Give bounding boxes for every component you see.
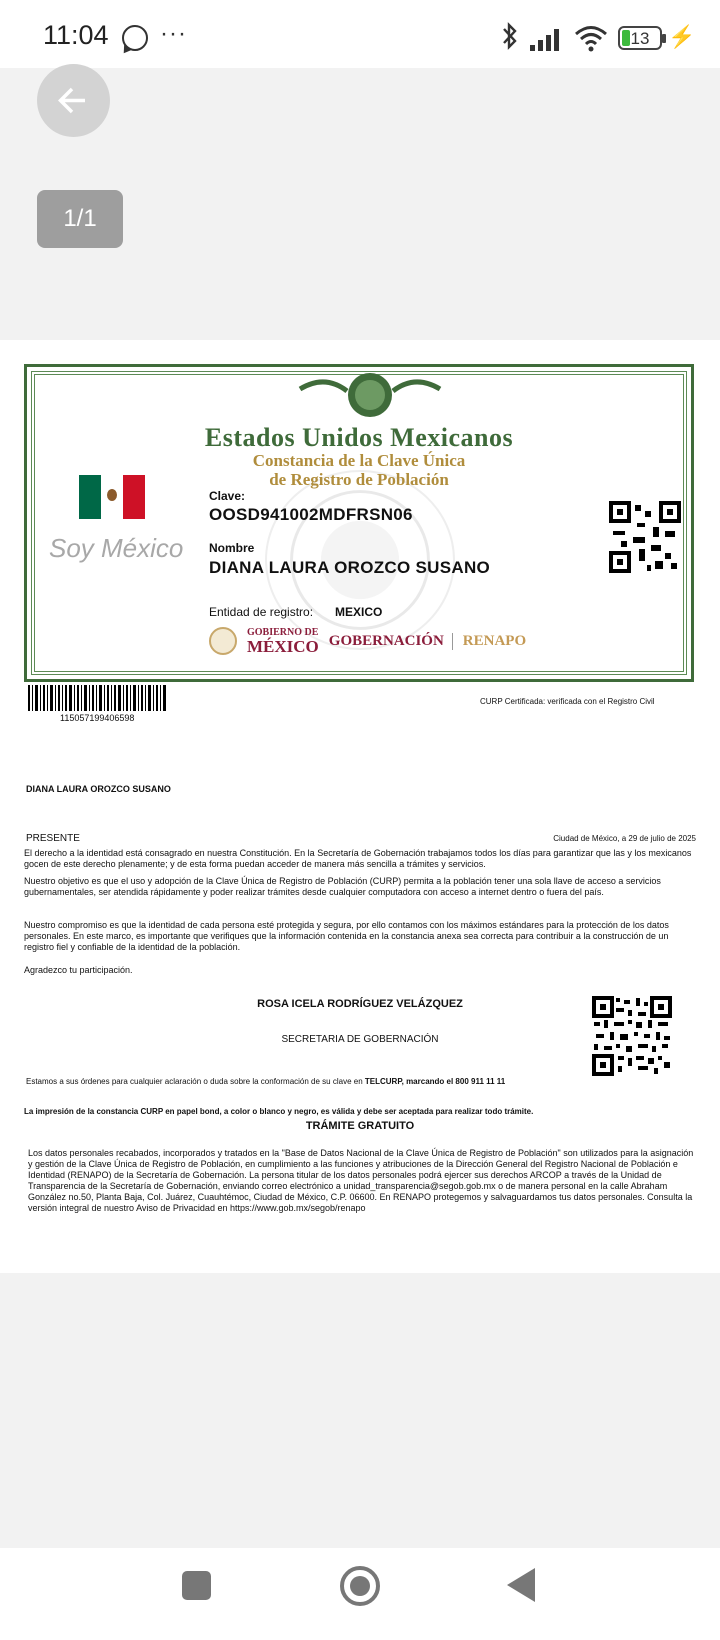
national-emblem-icon bbox=[295, 369, 445, 429]
system-back-button[interactable] bbox=[507, 1568, 535, 1602]
privacy-notice: Los datos personales recabados, incorporados y tratados en la "Base de Datos Nacional de la Clave Única de Registro de Población" son utilizados para la asignación y gestión de la Clave Única de Registro de Población, en cumplimiento a las funciones y atribuciones de la Dirección General del Registro Nacional de Población e Identidad (RENAPO) de la Secretaría de Gobernación. La persona titular de los datos personales podrá ejercer sus derechos ARCOP a través de la Unidad de Transparencia de la Secretaría de Gobernación, enviando correo electrónico a unidad_transparencia@segob.gob.mx o de manera personal en la calle Abraham González no.50, Planta Baja, Col. Juárez, Cuauhtémoc, Ciudad de México, C.P. 06600. En RENAPO protegemos y salvaguardamos tus datos personales. Consulta la versión integral de nuestro Aviso de Privacidad en https://www.gob.mx/segob/renapo bbox=[28, 1148, 694, 1213]
curp-certificada-note: CURP Certificada: verificada con el Registro Civil bbox=[480, 697, 655, 706]
contact-line bbox=[26, 1076, 505, 1087]
bluetooth-icon bbox=[500, 22, 520, 57]
certificate-subtitle-1: Constancia de la Clave Única bbox=[252, 451, 466, 470]
letter-recipient: DIANA LAURA OROZCO SUSANO bbox=[26, 784, 171, 794]
signal-icon bbox=[530, 27, 564, 51]
charging-icon: ⚡ bbox=[668, 24, 696, 49]
gobierno-de-mexico-logo: GOBIERNO DE MÉXICO bbox=[247, 626, 319, 656]
wifi-icon bbox=[574, 24, 608, 52]
document-page bbox=[0, 340, 720, 1273]
government-seal-icon bbox=[209, 627, 237, 655]
entidad-value: MEXICO bbox=[335, 605, 383, 619]
tramite-gratuito: TRÁMITE GRATUITO bbox=[305, 1120, 415, 1132]
gobernacion-logo: GOBERNACIÓN bbox=[329, 633, 453, 650]
letter-presente: PRESENTE bbox=[26, 833, 80, 844]
system-navigation-bar bbox=[0, 1548, 720, 1640]
recent-apps-button[interactable] bbox=[182, 1571, 211, 1600]
certificate-subtitle-2: de Registro de Población bbox=[269, 470, 449, 489]
mexico-flag-icon bbox=[79, 475, 145, 519]
whatsapp-icon bbox=[122, 25, 148, 51]
letter-thanks: Agradezco tu participación. bbox=[24, 965, 133, 975]
more-notifications-icon: ··· bbox=[160, 20, 187, 47]
certificate-title: Estados Unidos Mexicanos bbox=[204, 423, 514, 452]
soy-mexico-text: Soy México bbox=[49, 533, 184, 563]
contact-text: Estamos a sus órdenes para cualquier aclaración o duda sobre la conformación de su clave en bbox=[26, 1077, 363, 1086]
letter-paragraph-1: El derecho a la identidad está consagrado en nuestra Constitución. En la Secretaría de Gobernación trabajamos todos los días para garantizar que las y los mexicanos gocen de este derecho plenamente; y de esta forma puedan acceder de manera más sencilla a trámites y servicios. bbox=[24, 848, 692, 869]
battery-icon bbox=[618, 26, 662, 50]
qr-code-icon bbox=[609, 501, 681, 573]
status-time: 11:04 bbox=[43, 20, 109, 50]
letter-paragraph-2: Nuestro objetivo es que el uso y adopción de la Clave Única de Registro de Población (CURP) permita a la población tener una sola llave de acceso a servicios gubernamentales, ser atendida rápidamente y poder realizar trámites desde cualquier computadora con acceso a internet dentro o fuera del país. bbox=[24, 876, 661, 897]
signer-title: SECRETARIA DE GOBERNACIÓN bbox=[281, 1034, 439, 1045]
entidad-label: Entidad de registro: bbox=[209, 605, 314, 619]
back-button[interactable] bbox=[37, 64, 110, 137]
curp-certificate bbox=[24, 364, 694, 682]
home-button[interactable] bbox=[340, 1566, 380, 1606]
battery-level: 13 bbox=[630, 29, 650, 48]
nombre-value: DIANA LAURA OROZCO SUSANO bbox=[209, 558, 491, 577]
government-logos bbox=[209, 627, 526, 655]
signer-name: ROSA ICELA RODRÍGUEZ VELÁZQUEZ bbox=[257, 998, 463, 1010]
page-indicator: 1/1 bbox=[37, 190, 123, 248]
status-bar bbox=[0, 0, 720, 68]
letter-paragraph-3: Nuestro compromiso es que la identidad de cada persona esté protegida y segura, por ello contamos con los máximos estándares para la protección de los datos personales. En este marco, es importante que verifiques que la información contenida en la constancia anexa sea correcta para contribuir a la construcción de un registro fiel y confiable de la identidad de la población. bbox=[24, 920, 669, 952]
clave-label: Clave: bbox=[209, 489, 246, 503]
qr-code-large-icon bbox=[592, 996, 672, 1076]
clave-value: OOSD941002MDFRSN06 bbox=[209, 505, 413, 524]
letter-date: Ciudad de México, a 29 de julio de 2025 bbox=[553, 834, 696, 843]
barcode-icon bbox=[28, 685, 166, 711]
arrow-left-icon bbox=[37, 64, 110, 137]
telcurp-phone: TELCURP, marcando el 800 911 11 11 bbox=[364, 1077, 506, 1086]
renapo-logo: RENAPO bbox=[462, 632, 527, 649]
barcode-number: 115057199406598 bbox=[60, 713, 135, 723]
impression-note: La impresión de la constancia CURP en papel bond, a color o blanco y negro, es válida y debe ser aceptada para realizar todo trámite. bbox=[24, 1107, 534, 1116]
nombre-label: Nombre bbox=[209, 541, 255, 555]
